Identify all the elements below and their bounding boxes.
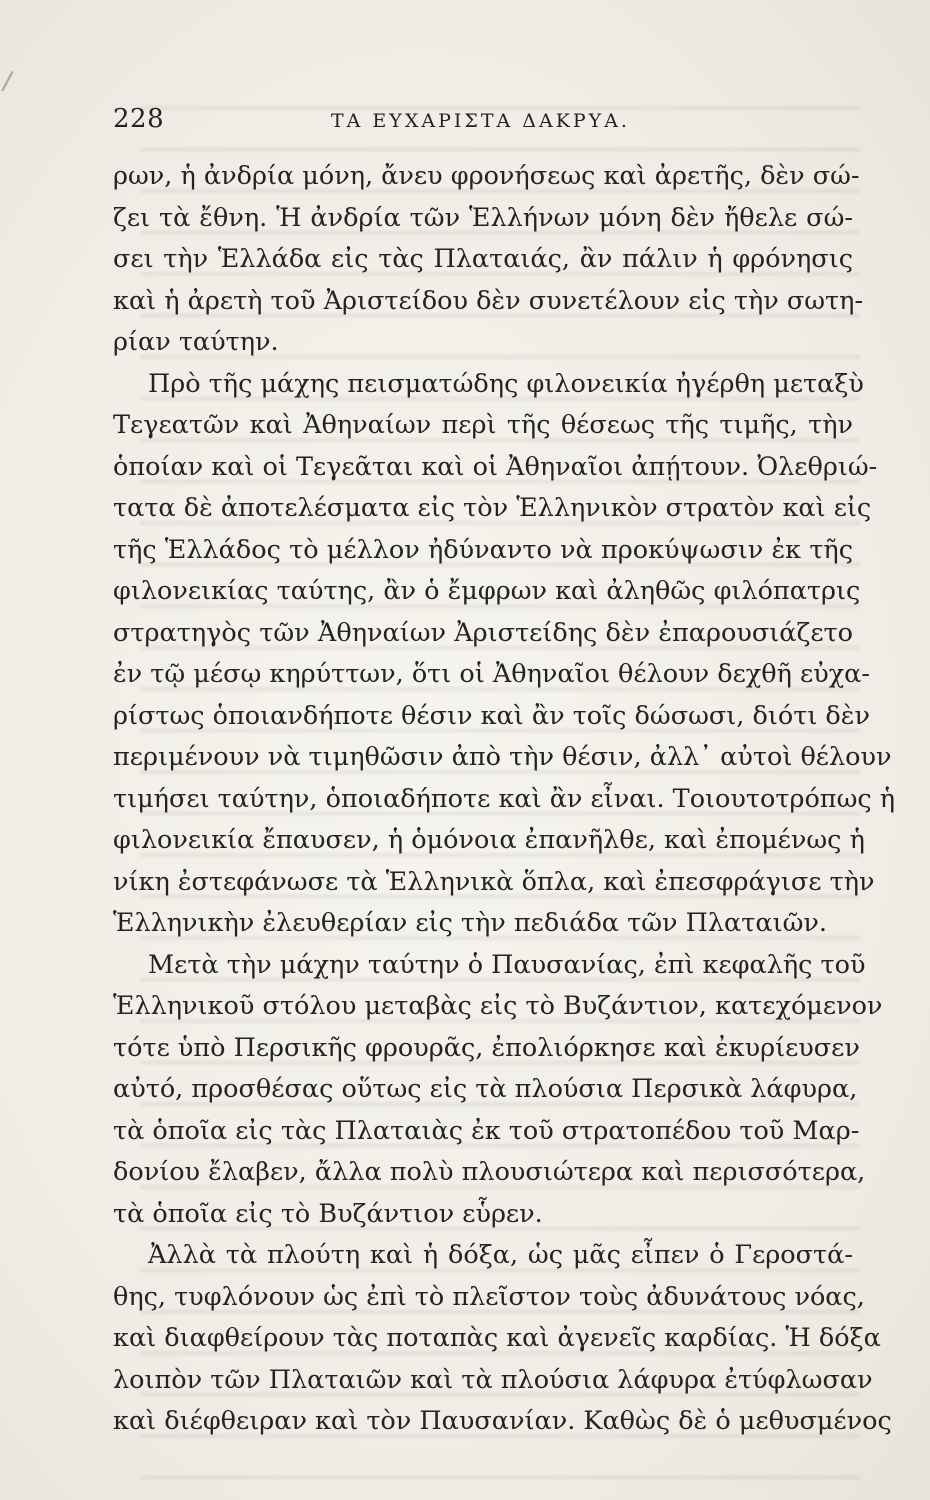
text-line: φιλονεικίας ταύτης, ἂν ὁ ἔμφρων καὶ ἀληθῶς φιλόπατρις bbox=[113, 576, 861, 606]
paragraph-end-line: ρίαν ταύτην. bbox=[113, 327, 279, 357]
text-line: καὶ διαφθείρουν τὰς ποταπὰς καὶ ἀγενεῖς καρδίας. Ἡ δόξα bbox=[113, 1323, 881, 1353]
text-line: καὶ διέφθειραν καὶ τὸν Παυσανίαν. Καθὼς δὲ ὁ μεθυσμένος bbox=[113, 1406, 892, 1436]
paragraph-end-line: Ἑλληνικὴν ἐλευθερίαν εἰς τὴν πεδιάδα τῶν Πλαταιῶν. bbox=[113, 908, 827, 938]
page-number: 228 bbox=[113, 104, 165, 134]
stray-pen-mark bbox=[1, 71, 20, 95]
text-line: νίκη ἐστεφάνωσε τὰ Ἑλληνικὰ ὅπλα, καὶ ἐπεσφράγισε τὴν bbox=[113, 866, 875, 897]
text-line: ρων, ἡ ἀνδρία μόνη, ἄνευ φρονήσεως καὶ ἀρετῆς, δὲν σώ- bbox=[113, 161, 860, 191]
paragraph-start-line: Πρὸ τῆς μάχης πεισματώδης φιλονεικία ἠγέρθη μεταξὺ bbox=[148, 368, 864, 399]
paragraph-start-line: Μετὰ τὴν μάχην ταύτην ὁ Παυσανίας, ἐπὶ κεφαλῆς τοῦ bbox=[148, 949, 866, 980]
text-line: φιλονεικία ἔπαυσεν, ἡ ὁμόνοια ἐπανῆλθε, καὶ ἐπομένως ἡ bbox=[113, 825, 865, 855]
text-line: λοιπὸν τῶν Πλαταιῶν καὶ τὰ πλούσια λάφυρα ἐτύφλωσαν bbox=[113, 1364, 873, 1395]
text-line: τατα δὲ ἀποτελέσματα εἰς τὸν Ἑλληνικὸν στρατὸν καὶ εἰς bbox=[113, 493, 872, 523]
text-line: τῆς Ἑλλάδος τὸ μέλλον ἠδύναντο νὰ προκύψωσιν ἐκ τῆς bbox=[113, 534, 853, 565]
text-line: στρατηγὸς τῶν Ἀθηναίων Ἀριστείδης δὲν ἐπαρουσιάζετο bbox=[113, 617, 853, 648]
paragraph-start-line: Ἀλλὰ τὰ πλούτη καὶ ἡ δόξα, ὡς μᾶς εἶπεν ὁ Γεροστά- bbox=[148, 1240, 853, 1270]
text-line: σει τὴν Ἑλλάδα εἰς τὰς Πλαταιάς, ἂν πάλιν ἡ φρόνησις bbox=[113, 244, 853, 274]
running-title: ΤΑ ΕΥΧΑΡΙΣΤΑ ΔΑΚΡΥΑ. bbox=[331, 110, 630, 132]
text-line: ὁποίαν καὶ οἱ Τεγεᾶται καὶ οἱ Ἀθηναῖοι ἀπῄτουν. Ὀλεθριώ- bbox=[113, 451, 878, 482]
text-line: δονίου ἔλαβεν, ἄλλα πολὺ πλουσιώτερα καὶ περισσότερα, bbox=[113, 1157, 866, 1187]
body-text bbox=[113, 156, 896, 1443]
text-line: θης, τυφλόνουν ὡς ἐπὶ τὸ πλεῖστον τοὺς ἀδυνάτους νόας, bbox=[113, 1281, 865, 1312]
text-line: αὐτό, προσθέσας οὕτως εἰς τὰ πλούσια Περσικὰ λάφυρα, bbox=[113, 1074, 858, 1104]
text-line: τιμήσει ταύτην, ὁποιαδήποτε καὶ ἂν εἶναι. Τοιουτοτρόπως ἡ bbox=[113, 783, 896, 814]
paragraph-end-line: τὰ ὁποῖα εἰς τὸ Βυζάντιον εὗρεν. bbox=[113, 1198, 543, 1229]
text-line: τότε ὑπὸ Περσικῆς φρουρᾶς, ἐπολιόρκησε καὶ ἐκυρίευσεν bbox=[113, 1032, 860, 1063]
text-line: τὰ ὁποῖα εἰς τὰς Πλαταιὰς ἐκ τοῦ στρατοπέδου τοῦ Μαρ- bbox=[113, 1115, 860, 1146]
text-line: ρίστως ὁποιανδήποτε θέσιν καὶ ἂν τοῖς δώσωσι, διότι δὲν bbox=[113, 700, 870, 731]
text-line: περιμένουν νὰ τιμηθῶσιν ἀπὸ τὴν θέσιν, ἀλλ᾽ αὐτοὶ θέλουν bbox=[113, 742, 892, 772]
text-line: Τεγεατῶν καὶ Ἀθηναίων περὶ τῆς θέσεως τῆς τιμῆς, τὴν bbox=[113, 410, 853, 440]
text-line: ζει τὰ ἔθνη. Ἡ ἀνδρία τῶν Ἑλλήνων μόνη δὲν ἤθελε σώ- bbox=[113, 202, 853, 233]
running-header bbox=[113, 100, 848, 146]
text-line: καὶ ἡ ἀρετὴ τοῦ Ἀριστείδου δὲν συνετέλουν εἰς τὴν σωτη- bbox=[113, 285, 864, 316]
text-line: Ἑλληνικοῦ στόλου μεταβὰς εἰς τὸ Βυζάντιον, κατεχόμενον bbox=[113, 991, 883, 1021]
text-line: ἐν τῷ μέσῳ κηρύττων, ὅτι οἱ Ἀθηναῖοι θέλουν δεχθῆ εὐχα- bbox=[113, 659, 870, 689]
